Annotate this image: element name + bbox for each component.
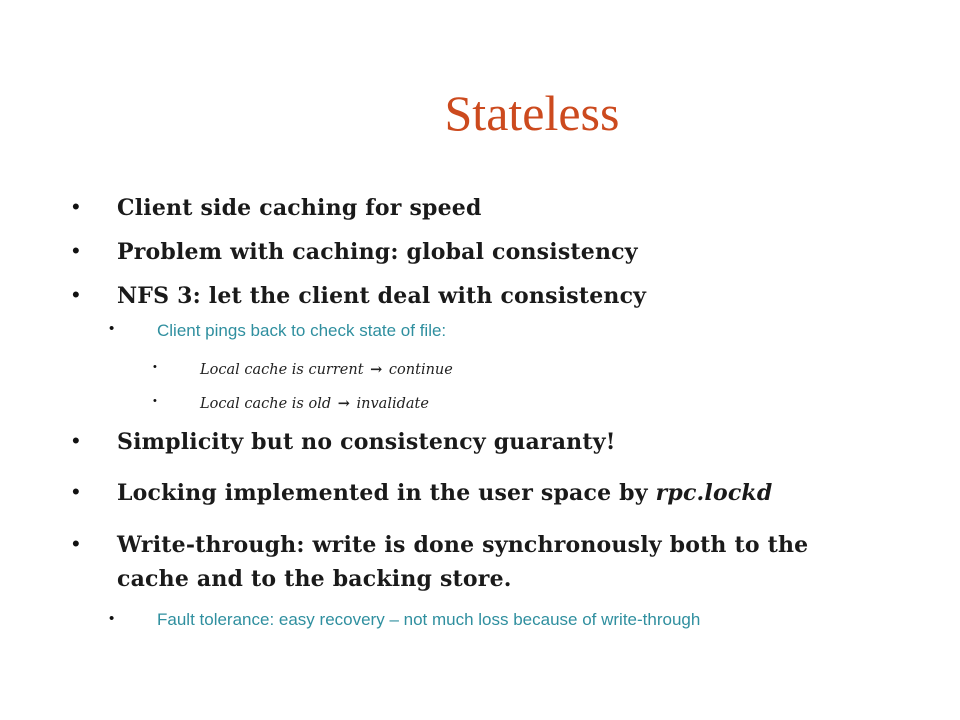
slide-title: Stateless [444, 85, 620, 141]
sub-sub-bullet-cache-current [200, 361, 453, 378]
bullet-locking [117, 480, 772, 506]
bullet-icon: • [153, 361, 157, 373]
sub-bullet-fault-tolerance: Fault tolerance: easy recovery – not much loss because of write-through [157, 610, 701, 629]
bullet-icon: • [109, 320, 115, 337]
bullet-client-caching: Client side caching for speed [117, 195, 482, 221]
bullet-caching-problem: Problem with caching: global consistency [117, 239, 638, 265]
bullet-icon: • [109, 610, 115, 627]
cache-current-action: continue [388, 362, 453, 378]
cache-current-label: Local cache is current [200, 362, 364, 378]
bullet-icon: • [72, 428, 80, 453]
bullet-icon: • [72, 194, 80, 219]
bullet-icon: • [72, 479, 80, 504]
locking-text: Locking implemented in the user space by [117, 480, 656, 506]
bullet-icon: • [153, 395, 157, 407]
cache-old-action: invalidate [356, 396, 429, 412]
bullet-nfs3: NFS 3: let the client deal with consistency [117, 283, 647, 309]
sub-bullet-client-pings: Client pings back to check state of file: [157, 321, 447, 340]
sub-sub-bullet-cache-old [200, 395, 429, 412]
bullet-write-through-line2: cache and to the backing store. [117, 566, 512, 592]
bullet-icon: • [72, 531, 80, 556]
cache-old-label: Local cache is old [200, 396, 332, 412]
rpc-lockd-code: rpc.lockd [655, 480, 773, 506]
bullet-write-through-line1: Write-through: write is done synchronously both to the [117, 532, 809, 558]
bullet-icon: • [72, 282, 80, 307]
bullet-icon: • [72, 238, 80, 263]
arrow-right-icon: → [337, 395, 350, 412]
bullet-simplicity: Simplicity but no consistency guaranty! [117, 429, 616, 455]
arrow-right-icon: → [370, 361, 383, 378]
